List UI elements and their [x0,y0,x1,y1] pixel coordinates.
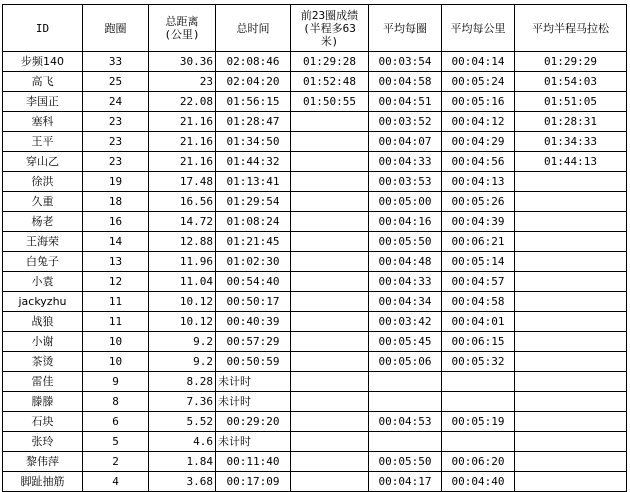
cell-avg-per-lap [369,372,442,392]
table-row [3,152,627,172]
cell-laps: 23 [83,112,149,132]
cell-distance: 10.12 [149,312,216,332]
cell-total-time: 01:08:24 [216,212,291,232]
cell-distance: 22.08 [149,92,216,112]
cell-avg-half-marathon [515,452,627,472]
header-total-time: 总时间 [216,5,291,52]
table-row [3,252,627,272]
header-avg-half-marathon: 平均半程马拉松 [515,5,627,52]
cell-id: 步频140 [3,52,83,72]
table-row [3,292,627,312]
table-row [3,472,627,492]
cell-total-time: 00:54:40 [216,272,291,292]
cell-avg-per-km: 00:04:01 [442,312,515,332]
cell-first-23-laps [291,232,369,252]
cell-distance: 10.12 [149,292,216,312]
cell-avg-per-km: 00:04:29 [442,132,515,152]
cell-avg-half-marathon: 01:54:03 [515,72,627,92]
cell-avg-half-marathon [515,472,627,492]
cell-avg-half-marathon [515,292,627,312]
table-row [3,192,627,212]
cell-id: 杨老 [3,212,83,232]
cell-avg-half-marathon: 01:29:29 [515,52,627,72]
cell-avg-per-km: 00:05:16 [442,92,515,112]
cell-avg-per-lap: 00:03:53 [369,172,442,192]
cell-avg-per-km: 00:06:20 [442,452,515,472]
table-row [3,352,627,372]
cell-laps: 12 [83,272,149,292]
cell-avg-half-marathon [515,312,627,332]
header-laps: 跑圈 [83,5,149,52]
table-row [3,432,627,452]
cell-id: 茶烫 [3,352,83,372]
cell-first-23-laps: 01:29:28 [291,52,369,72]
cell-laps: 16 [83,212,149,232]
cell-laps: 5 [83,432,149,452]
cell-total-time: 01:44:32 [216,152,291,172]
cell-avg-half-marathon [515,392,627,412]
cell-avg-per-lap: 00:04:53 [369,412,442,432]
cell-laps: 23 [83,132,149,152]
cell-avg-half-marathon [515,232,627,252]
cell-id: 小袁 [3,272,83,292]
cell-distance: 11.04 [149,272,216,292]
cell-first-23-laps [291,152,369,172]
cell-total-time: 01:02:30 [216,252,291,272]
cell-avg-half-marathon: 01:51:05 [515,92,627,112]
table-row [3,332,627,352]
cell-avg-half-marathon [515,372,627,392]
cell-avg-half-marathon [515,212,627,232]
cell-avg-per-km: 00:06:21 [442,232,515,252]
cell-laps: 9 [83,372,149,392]
cell-laps: 18 [83,192,149,212]
cell-avg-per-lap: 00:05:50 [369,452,442,472]
cell-avg-per-km [442,432,515,452]
cell-avg-per-lap: 00:04:58 [369,72,442,92]
cell-distance: 21.16 [149,132,216,152]
cell-avg-per-km: 00:05:19 [442,412,515,432]
cell-avg-per-lap: 00:03:54 [369,52,442,72]
cell-laps: 6 [83,412,149,432]
table-row [3,412,627,432]
cell-laps: 23 [83,152,149,172]
cell-avg-half-marathon [515,252,627,272]
cell-avg-per-km: 00:04:13 [442,172,515,192]
header-avg-per-km: 平均每公里 [442,5,515,52]
cell-avg-half-marathon: 01:44:13 [515,152,627,172]
cell-avg-half-marathon [515,272,627,292]
cell-avg-half-marathon: 01:34:33 [515,132,627,152]
cell-first-23-laps [291,332,369,352]
cell-avg-per-km [442,392,515,412]
cell-avg-per-km: 00:04:40 [442,472,515,492]
cell-first-23-laps [291,352,369,372]
cell-distance: 9.2 [149,332,216,352]
cell-distance: 4.6 [149,432,216,452]
cell-id: 穿山乙 [3,152,83,172]
cell-first-23-laps [291,132,369,152]
cell-distance: 30.36 [149,52,216,72]
cell-avg-per-lap: 00:05:06 [369,352,442,372]
cell-avg-per-lap: 00:04:17 [369,472,442,492]
cell-total-time: 02:04:20 [216,72,291,92]
cell-total-time: 01:29:54 [216,192,291,212]
cell-avg-per-lap: 00:05:50 [369,232,442,252]
cell-first-23-laps: 01:52:48 [291,72,369,92]
cell-avg-per-lap: 00:04:34 [369,292,442,312]
results-table [2,4,627,492]
table-row [3,92,627,112]
cell-avg-per-lap: 00:04:16 [369,212,442,232]
cell-first-23-laps [291,392,369,412]
cell-first-23-laps [291,452,369,472]
cell-total-time: 01:21:45 [216,232,291,252]
cell-total-time: 00:29:20 [216,412,291,432]
table-row [3,312,627,332]
cell-total-time: 00:11:40 [216,452,291,472]
header-avg-per-lap: 平均每圈 [369,5,442,52]
cell-avg-per-lap [369,392,442,412]
cell-avg-per-lap: 00:04:33 [369,152,442,172]
cell-total-time: 未计时 [216,372,291,392]
table-row [3,452,627,472]
cell-first-23-laps [291,292,369,312]
table-body [3,5,627,492]
cell-avg-per-lap: 00:05:00 [369,192,442,212]
cell-avg-per-lap: 00:04:33 [369,272,442,292]
cell-laps: 4 [83,472,149,492]
cell-distance: 14.72 [149,212,216,232]
cell-first-23-laps [291,472,369,492]
header-row [3,5,627,52]
cell-laps: 13 [83,252,149,272]
cell-total-time: 未计时 [216,432,291,452]
cell-distance: 21.16 [149,152,216,172]
cell-laps: 10 [83,352,149,372]
cell-laps: 2 [83,452,149,472]
cell-id: jackyzhu [3,292,83,312]
cell-laps: 8 [83,392,149,412]
cell-avg-per-km: 00:04:12 [442,112,515,132]
cell-id: 脚趾抽筋 [3,472,83,492]
cell-id: 战狼 [3,312,83,332]
cell-avg-half-marathon [515,332,627,352]
cell-first-23-laps: 01:50:55 [291,92,369,112]
cell-id: 石块 [3,412,83,432]
table-row [3,172,627,192]
cell-id: 李国正 [3,92,83,112]
cell-total-time: 01:34:50 [216,132,291,152]
cell-avg-per-lap: 00:03:52 [369,112,442,132]
cell-avg-per-km: 00:05:24 [442,72,515,92]
cell-id: 高飞 [3,72,83,92]
cell-avg-per-km: 00:04:14 [442,52,515,72]
table-row [3,232,627,252]
cell-id: 张玲 [3,432,83,452]
cell-laps: 24 [83,92,149,112]
cell-laps: 33 [83,52,149,72]
cell-avg-per-km: 00:05:14 [442,252,515,272]
cell-avg-per-lap: 00:04:07 [369,132,442,152]
table-row [3,112,627,132]
cell-avg-per-lap [369,432,442,452]
cell-id: 白兔子 [3,252,83,272]
cell-distance: 9.2 [149,352,216,372]
cell-avg-per-km: 00:05:26 [442,192,515,212]
cell-avg-per-km: 00:04:56 [442,152,515,172]
cell-id: 黎伟萍 [3,452,83,472]
cell-avg-per-km: 00:04:58 [442,292,515,312]
cell-first-23-laps [291,372,369,392]
header-distance: 总距离 (公里) [149,5,216,52]
cell-distance: 8.28 [149,372,216,392]
cell-first-23-laps [291,192,369,212]
cell-total-time: 01:13:41 [216,172,291,192]
table-row [3,212,627,232]
cell-total-time: 00:40:39 [216,312,291,332]
cell-id: 塞科 [3,112,83,132]
cell-id: 雷佳 [3,372,83,392]
cell-avg-per-lap: 00:05:45 [369,332,442,352]
cell-laps: 11 [83,292,149,312]
cell-id: 王平 [3,132,83,152]
table-row [3,372,627,392]
cell-id: 滕滕 [3,392,83,412]
cell-avg-per-km: 00:06:15 [442,332,515,352]
cell-total-time: 00:50:59 [216,352,291,372]
cell-first-23-laps [291,432,369,452]
cell-first-23-laps [291,172,369,192]
table-row [3,72,627,92]
cell-laps: 25 [83,72,149,92]
cell-total-time: 00:57:29 [216,332,291,352]
cell-distance: 3.68 [149,472,216,492]
cell-avg-per-lap: 00:04:48 [369,252,442,272]
cell-first-23-laps [291,312,369,332]
cell-id: 王海荣 [3,232,83,252]
cell-distance: 1.84 [149,452,216,472]
cell-laps: 14 [83,232,149,252]
cell-laps: 10 [83,332,149,352]
cell-first-23-laps [291,412,369,432]
cell-distance: 23 [149,72,216,92]
cell-total-time: 01:56:15 [216,92,291,112]
cell-first-23-laps [291,212,369,232]
cell-avg-half-marathon [515,192,627,212]
cell-first-23-laps [291,252,369,272]
table-row [3,132,627,152]
cell-distance: 5.52 [149,412,216,432]
table-row [3,392,627,412]
cell-laps: 19 [83,172,149,192]
cell-total-time: 00:17:09 [216,472,291,492]
cell-id: 徐洪 [3,172,83,192]
cell-distance: 17.48 [149,172,216,192]
cell-laps: 11 [83,312,149,332]
cell-avg-per-lap: 00:04:51 [369,92,442,112]
cell-distance: 21.16 [149,112,216,132]
cell-distance: 11.96 [149,252,216,272]
cell-distance: 16.56 [149,192,216,212]
cell-avg-per-km: 00:04:57 [442,272,515,292]
cell-distance: 12.88 [149,232,216,252]
cell-avg-half-marathon: 01:28:31 [515,112,627,132]
cell-first-23-laps [291,272,369,292]
cell-avg-per-lap: 00:03:42 [369,312,442,332]
cell-id: 久重 [3,192,83,212]
cell-total-time: 01:28:47 [216,112,291,132]
cell-total-time: 02:08:46 [216,52,291,72]
table-row [3,272,627,292]
cell-avg-per-km: 00:04:39 [442,212,515,232]
cell-avg-half-marathon [515,412,627,432]
cell-total-time: 未计时 [216,392,291,412]
cell-id: 小谢 [3,332,83,352]
header-id: ID [3,5,83,52]
cell-avg-per-km [442,372,515,392]
cell-avg-half-marathon [515,352,627,372]
header-first-23-laps: 前23圈成绩 (半程多63 米) [291,5,369,52]
cell-avg-half-marathon [515,172,627,192]
cell-avg-per-km: 00:05:32 [442,352,515,372]
cell-total-time: 00:50:17 [216,292,291,312]
cell-avg-half-marathon [515,432,627,452]
cell-first-23-laps [291,112,369,132]
table-row [3,52,627,72]
cell-distance: 7.36 [149,392,216,412]
